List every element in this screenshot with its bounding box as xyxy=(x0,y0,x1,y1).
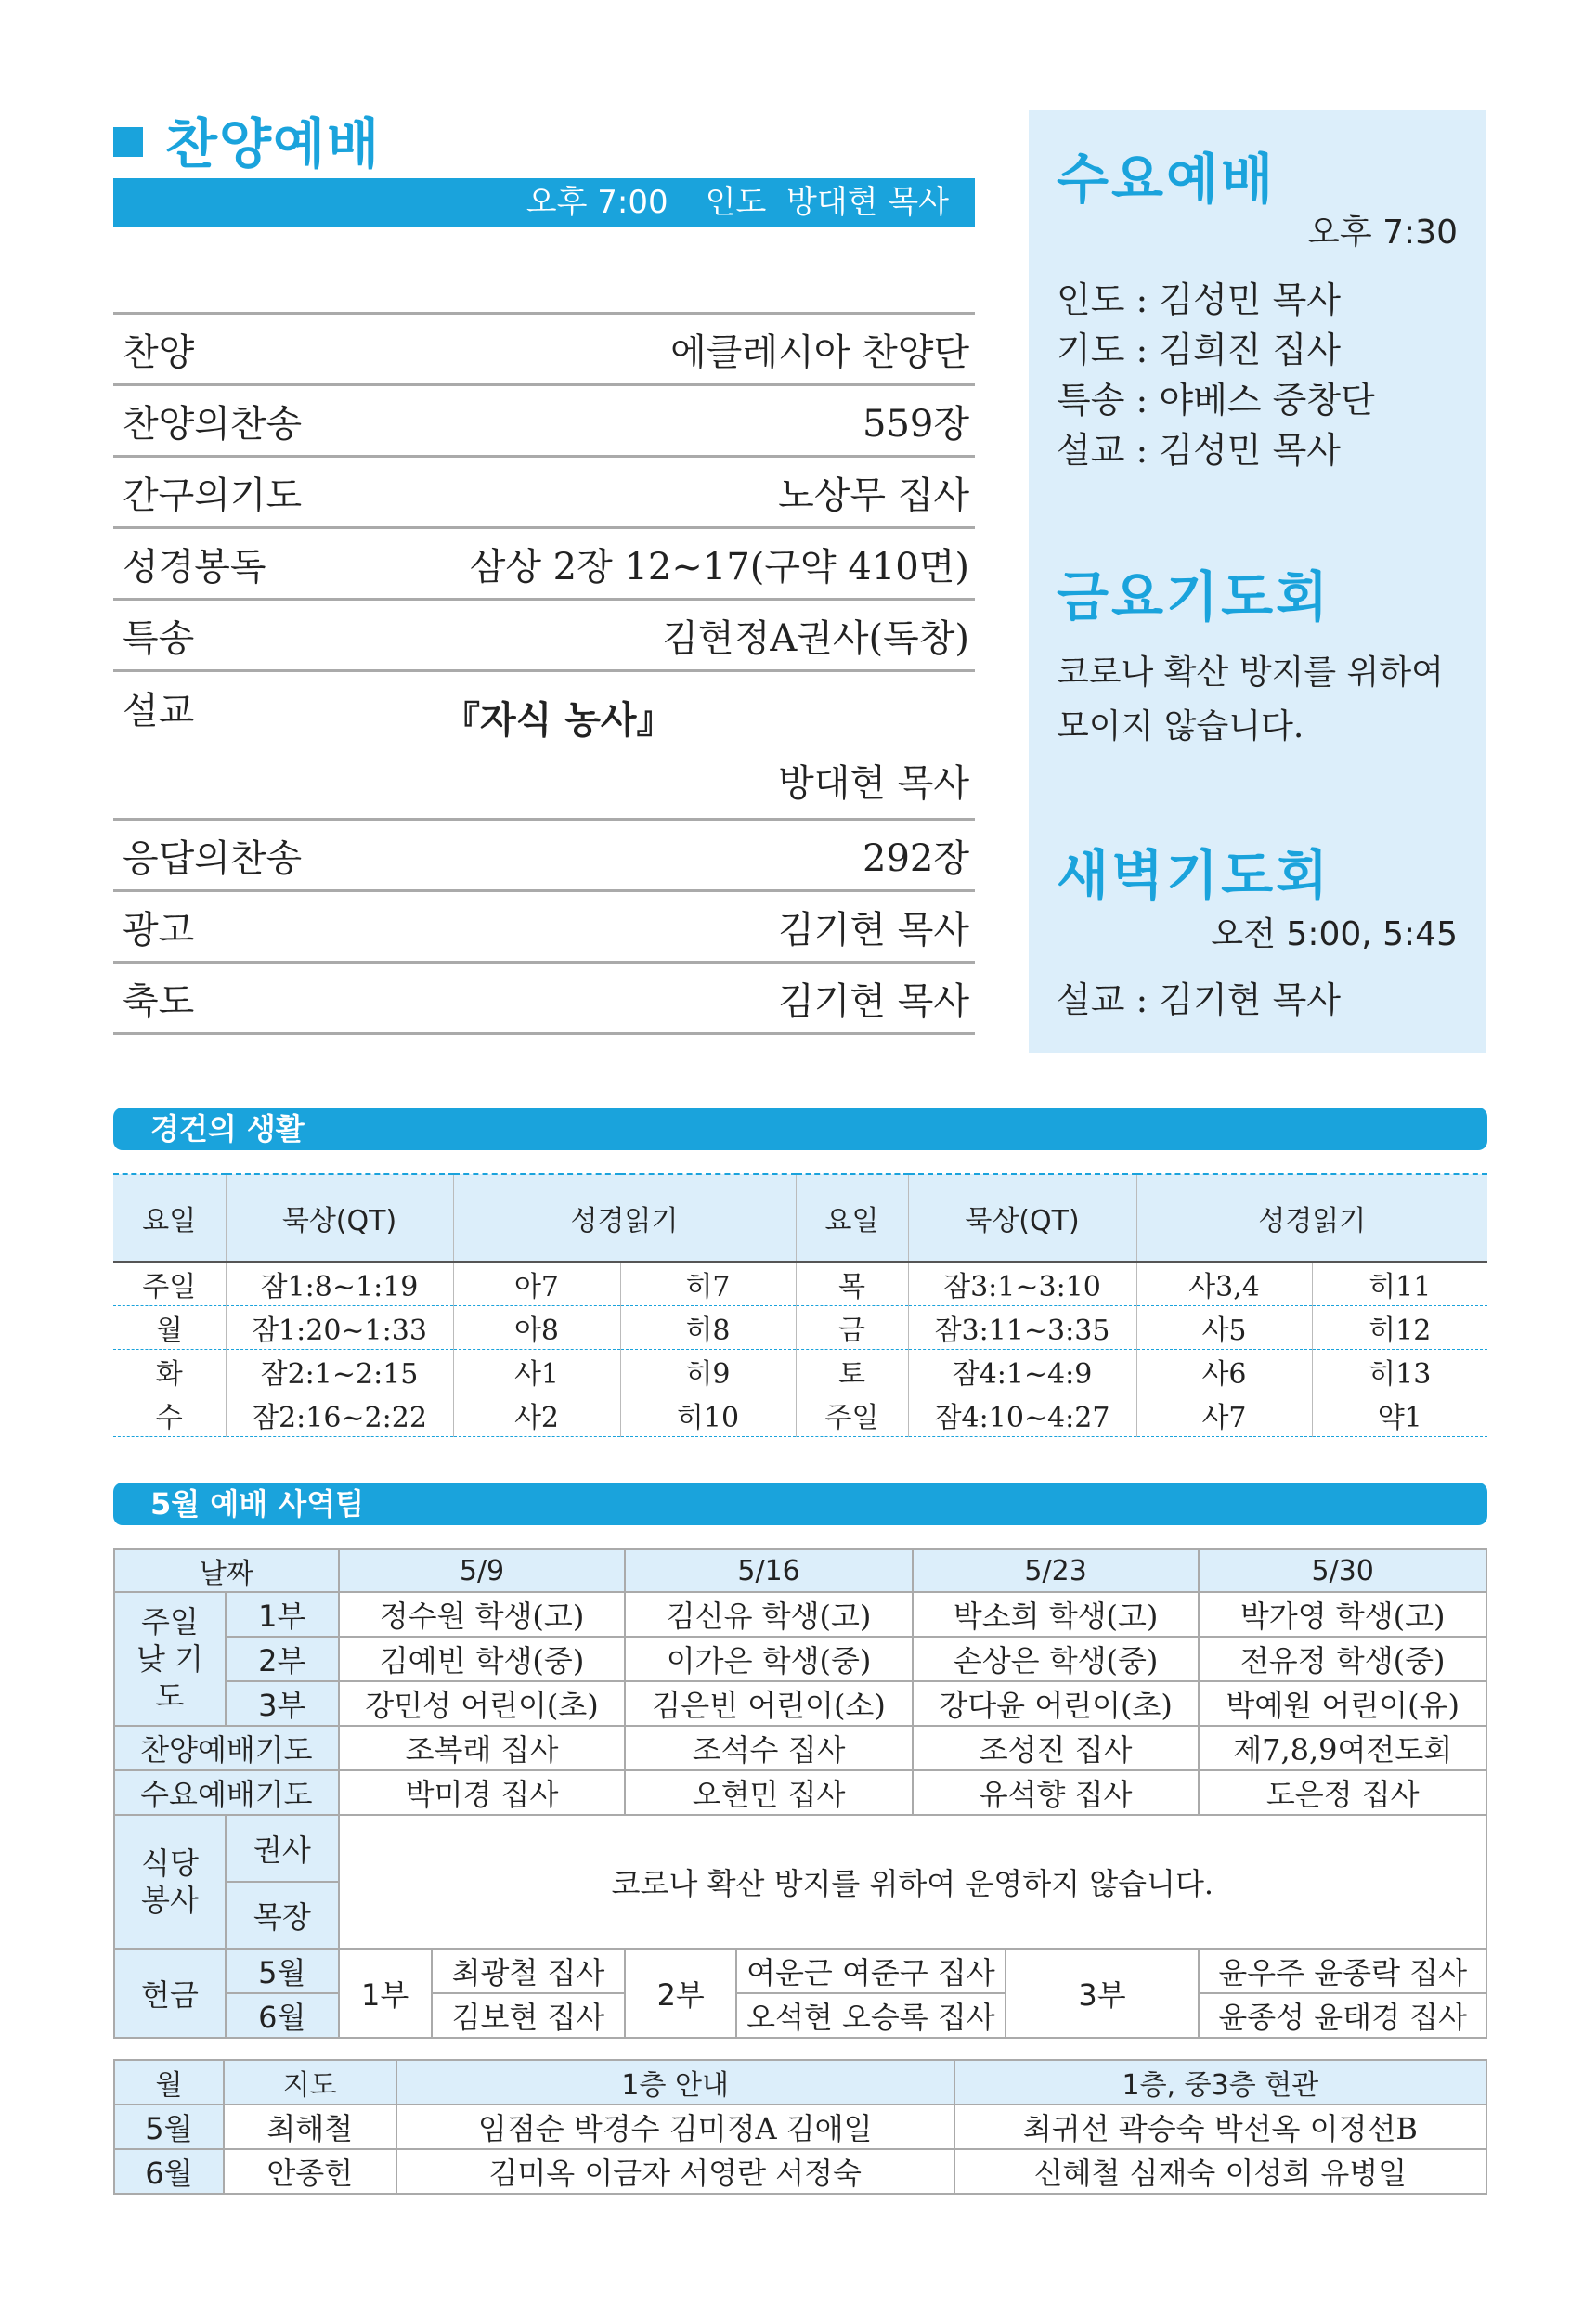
table-row: 3부 강민성 어린이(초) 김은빈 어린이(소) 강다윤 어린이(초) 박예원 어린이(유) xyxy=(114,1681,1486,1726)
table-header-row: 월 지도 1층 안내 1층, 중3층 현관 xyxy=(114,2060,1486,2105)
order-row: 간구의기도 노상무 집사 xyxy=(113,458,975,529)
devotion-section-bar: 경건의 생활 xyxy=(113,1108,1487,1150)
evening-leader: 인도 방대현 목사 xyxy=(705,184,949,221)
friday-title: 금요기도회 xyxy=(1057,565,1331,628)
wednesday-line: 설교 : 김성민 목사 xyxy=(1057,430,1342,471)
worship-order-list xyxy=(113,312,975,1035)
dawn-line: 설교 : 김기현 목사 xyxy=(1057,979,1342,1020)
table-row: 수 잠2:16~2:22 사2 히10 주일 잠4:10~4:27 사7 약1 xyxy=(113,1393,1487,1437)
wednesday-time: 오후 7:30 xyxy=(1307,214,1458,252)
side-info-panel xyxy=(1029,110,1486,1053)
table-row: 6월 김보현 집사 오석현 오승록 집사 윤종성 윤태경 집사 xyxy=(114,1993,1486,2038)
sermon-preacher: 방대현 목사 xyxy=(778,762,969,805)
wednesday-line: 인도 : 김성민 목사 xyxy=(1057,279,1342,320)
evening-time: 오후 7:00 xyxy=(526,184,668,221)
table-row: 찬양예배기도 조복래 집사 조석수 집사 조성진 집사 제7,8,9여전도회 xyxy=(114,1726,1486,1770)
table-row: 헌금 5월 1부 최광철 집사 2부 여운근 여준구 집사 3부 윤우주 윤종락 집사 xyxy=(114,1949,1486,1993)
dawn-title: 새벽기도회 xyxy=(1057,844,1331,907)
table-row: 월 잠1:20~1:33 아8 히8 금 잠3:11~3:35 사5 히12 xyxy=(113,1306,1487,1350)
table-row: 주일낮 기도 1부 정수원 학생(고) 김신유 학생(고) 박소희 학생(고) 박가영 학생(고) xyxy=(114,1592,1486,1637)
order-row: 찬양의찬송 559장 xyxy=(113,386,975,458)
wednesday-line: 기도 : 김희진 집사 xyxy=(1057,330,1342,370)
devotion-table xyxy=(113,1173,1487,1437)
table-row: 6월 안종헌 김미옥 이금자 서영란 서정숙 신혜철 심재숙 이성희 유병일 xyxy=(114,2149,1486,2194)
square-bullet-icon xyxy=(113,127,143,157)
monthly-duty-table xyxy=(113,2059,1487,2195)
cafeteria-note: 코로나 확산 방지를 위하여 운영하지 않습니다. xyxy=(339,1815,1486,1949)
evening-worship-info-bar xyxy=(113,178,975,227)
ministry-team-table xyxy=(113,1548,1487,2039)
table-row: 주일 잠1:8~1:19 아7 히7 목 잠3:1~3:10 사3,4 히11 xyxy=(113,1262,1487,1306)
table-row: 수요예배기도 박미경 집사 오현민 집사 유석향 집사 도은정 집사 xyxy=(114,1770,1486,1815)
table-row: 5월 최해철 임점순 박경수 김미정A 김애일 최귀선 곽승숙 박선옥 이정선B xyxy=(114,2105,1486,2149)
table-header-row: 요일 묵상(QT) 성경읽기 요일 묵상(QT) 성경읽기 xyxy=(113,1174,1487,1262)
order-row: 광고 김기현 목사 xyxy=(113,892,975,964)
wednesday-title: 수요예배 xyxy=(1057,148,1277,211)
order-row: 찬양 에클레시아 찬양단 xyxy=(113,315,975,386)
sermon-row: 설교 『자식 농사』 방대현 목사 xyxy=(113,672,975,821)
order-row: 특송 김현정A권사(독창) xyxy=(113,601,975,672)
order-row: 응답의찬송 292장 xyxy=(113,821,975,892)
order-row: 축도 김기현 목사 xyxy=(113,964,975,1035)
table-header-row: 날짜 5/9 5/16 5/23 5/30 xyxy=(114,1549,1486,1592)
dawn-time: 오전 5:00, 5:45 xyxy=(1211,915,1458,953)
table-row: 식당 봉사 권사 코로나 확산 방지를 위하여 운영하지 않습니다. xyxy=(114,1815,1486,1882)
team-section-bar: 5월 예배 사역팀 xyxy=(113,1483,1487,1525)
wednesday-line: 특송 : 야베스 중창단 xyxy=(1057,380,1375,421)
evening-worship-title: 찬양예배 xyxy=(113,100,381,178)
order-row: 성경봉독 삼상 2장 12~17(구약 410면) xyxy=(113,529,975,601)
table-row: 목장 xyxy=(114,1882,1486,1949)
friday-note: 코로나 확산 방지를 위하여 모이지 않습니다. xyxy=(1057,654,1444,745)
table-row: 2부 김예빈 학생(중) 이가은 학생(중) 손상은 학생(중) 전유정 학생(중) xyxy=(114,1637,1486,1681)
sermon-title: 『자식 농사』 xyxy=(443,699,674,742)
table-row: 화 잠2:1~2:15 사1 히9 토 잠4:1~4:9 사6 히13 xyxy=(113,1350,1487,1393)
